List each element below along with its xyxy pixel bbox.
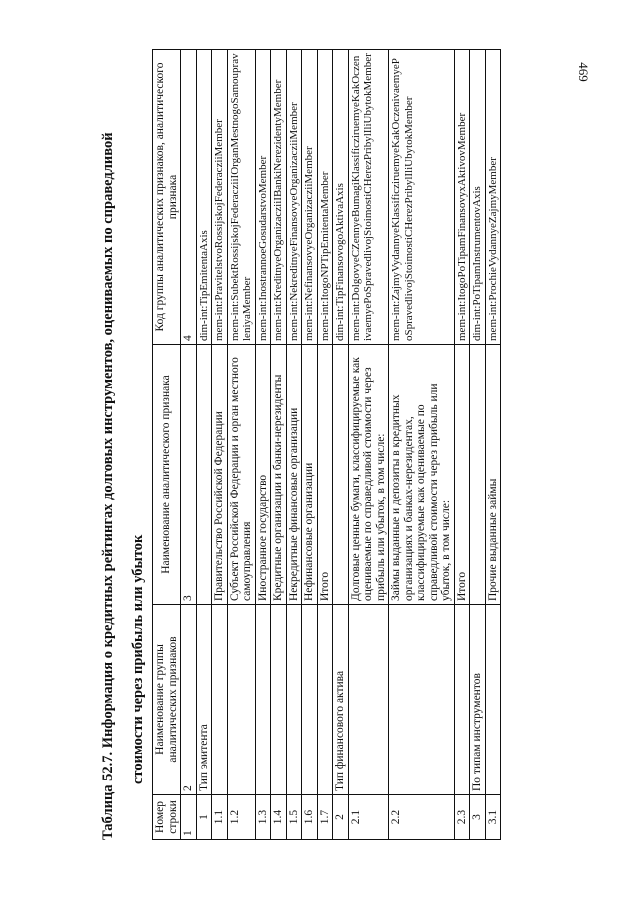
header-cell: Код группы аналитических признаков, аналитического признака bbox=[153, 50, 181, 345]
row-number-cell: 3.1 bbox=[485, 795, 501, 840]
group-name-cell bbox=[255, 605, 271, 795]
column-number: 4 bbox=[181, 50, 197, 345]
row-number-cell: 2 bbox=[333, 795, 349, 840]
feature-name-cell bbox=[333, 345, 349, 605]
row-number-cell: 2.3 bbox=[454, 795, 470, 840]
page-number: 469 bbox=[575, 62, 591, 82]
column-number: 3 bbox=[181, 345, 197, 605]
table-row bbox=[470, 50, 486, 840]
caption-line-2: стоимости через прибыль или убыток bbox=[130, 534, 146, 784]
group-name-cell bbox=[227, 605, 255, 795]
feature-name-cell bbox=[470, 345, 486, 605]
group-name-cell bbox=[454, 605, 470, 795]
feature-name-cell: Правительство Российской Федерации bbox=[212, 345, 228, 605]
table-row bbox=[196, 50, 212, 840]
feature-name-cell: Субъект Российской Федерации и орган местного самоуправления bbox=[227, 345, 255, 605]
row-number-cell: 1 bbox=[196, 795, 212, 840]
row-number-cell: 2.1 bbox=[348, 795, 389, 840]
feature-name-cell: Итого bbox=[454, 345, 470, 605]
row-number-cell: 1.2 bbox=[227, 795, 255, 840]
code-cell: mem-int:SubektRossijskojFederacziiIOrganMestnogoSamoupravleniyaMember bbox=[227, 50, 255, 345]
table-body bbox=[196, 50, 501, 840]
table-row bbox=[271, 50, 287, 840]
feature-name-cell: Прочие выданные займы bbox=[485, 345, 501, 605]
table-row bbox=[302, 50, 318, 840]
code-cell: mem-int:InostrannoeGosudarstvoMember bbox=[255, 50, 271, 345]
row-number-cell: 1.4 bbox=[271, 795, 287, 840]
feature-name-cell: Нефинансовые организации bbox=[302, 345, 318, 605]
group-name-cell bbox=[286, 605, 302, 795]
code-cell: mem-int:NekreditnyeFinansovyeOrganizacziiMember bbox=[286, 50, 302, 345]
code-cell: dim-int:TipEmitentaAxis bbox=[196, 50, 212, 345]
group-name-cell bbox=[302, 605, 318, 795]
table-row bbox=[454, 50, 470, 840]
code-cell: mem-int:ItogoPoTipamFinansovyxAktivovMember bbox=[454, 50, 470, 345]
row-number-cell: 3 bbox=[470, 795, 486, 840]
caption-line-1: Таблица 52.7. Информация о кредитных рейтингах долговых инструментов, оцениваемых по справедливой bbox=[100, 132, 116, 840]
code-cell: mem-int:DolgovyeCZennyeBumagiKlassificziruemyeKakOczenivaemyePoSpravedlivojStoimostiCHerezPribylIliUbytokMember bbox=[348, 50, 389, 345]
group-name-cell: По типам инструментов bbox=[470, 605, 486, 795]
table-row bbox=[389, 50, 455, 840]
row-number-cell: 1.3 bbox=[255, 795, 271, 840]
table-row bbox=[286, 50, 302, 840]
group-name-cell bbox=[485, 605, 501, 795]
header-cell: Наименование аналитического признака bbox=[153, 345, 181, 605]
code-cell: mem-int:ZajmyVydannyeKlassificziruemyeKakOczenivaemyePoSpravedlivojStoimostiCHerezPribylIliUbytokMember bbox=[389, 50, 455, 345]
group-name-cell bbox=[212, 605, 228, 795]
column-number-row bbox=[181, 50, 197, 840]
table-row bbox=[255, 50, 271, 840]
table-caption bbox=[93, 50, 153, 840]
table-row bbox=[227, 50, 255, 840]
feature-name-cell: Иностранное государство bbox=[255, 345, 271, 605]
group-name-cell bbox=[348, 605, 389, 795]
table-row bbox=[485, 50, 501, 840]
feature-name-cell: Долговые ценные бумаги, классифицируемые как оцениваемые по справедливой стоимости через прибыль или убыток, в том числе: bbox=[348, 345, 389, 605]
group-name-cell: Тип финансового актива bbox=[333, 605, 349, 795]
row-number-cell: 1.6 bbox=[302, 795, 318, 840]
code-cell: mem-int:NefinansovyeOrganizacziiMember bbox=[302, 50, 318, 345]
table-row bbox=[333, 50, 349, 840]
table-row bbox=[212, 50, 228, 840]
row-number-cell: 1.1 bbox=[212, 795, 228, 840]
group-name-cell bbox=[271, 605, 287, 795]
row-number-cell: 2.2 bbox=[389, 795, 455, 840]
code-cell: mem-int:ProchieVydannyeZajmyMember bbox=[485, 50, 501, 345]
row-number-cell: 1.7 bbox=[317, 795, 333, 840]
row-number-cell: 1.5 bbox=[286, 795, 302, 840]
feature-name-cell: Кредитные организации и банки-нерезиденты bbox=[271, 345, 287, 605]
feature-name-cell: Некредитные финансовые организации bbox=[286, 345, 302, 605]
code-cell: dim-int:PoTipamInstrumentovAxis bbox=[470, 50, 486, 345]
code-cell: mem-int:KreditnyeOrganizacziiIBankiNerezidentyMember bbox=[271, 50, 287, 345]
header-cell: Наименование группы аналитических признаков bbox=[153, 605, 181, 795]
credit-rating-table bbox=[152, 49, 501, 840]
code-cell: mem-int:ItogoNPTipEmitentaMember bbox=[317, 50, 333, 345]
table-row bbox=[348, 50, 389, 840]
group-name-cell bbox=[317, 605, 333, 795]
feature-name-cell: Займы выданные и депозиты в кредитных организациях и банках-нерезидентах, классифицируемые как оцениваемые по справедливой стоимости через прибыль или убыток, в том числе: bbox=[389, 345, 455, 605]
code-cell: dim-int:TipFinansovogoAktivaAxis bbox=[333, 50, 349, 345]
code-cell: mem-int:PravitelstvoRossijskojFederacziiMember bbox=[212, 50, 228, 345]
table-row bbox=[317, 50, 333, 840]
group-name-cell bbox=[389, 605, 455, 795]
feature-name-cell bbox=[196, 345, 212, 605]
header-row bbox=[153, 50, 181, 840]
column-number: 2 bbox=[181, 605, 197, 795]
feature-name-cell: Итого bbox=[317, 345, 333, 605]
header-cell: Номер строки bbox=[153, 795, 181, 840]
group-name-cell: Тип эмитента bbox=[196, 605, 212, 795]
column-number: 1 bbox=[181, 795, 197, 840]
